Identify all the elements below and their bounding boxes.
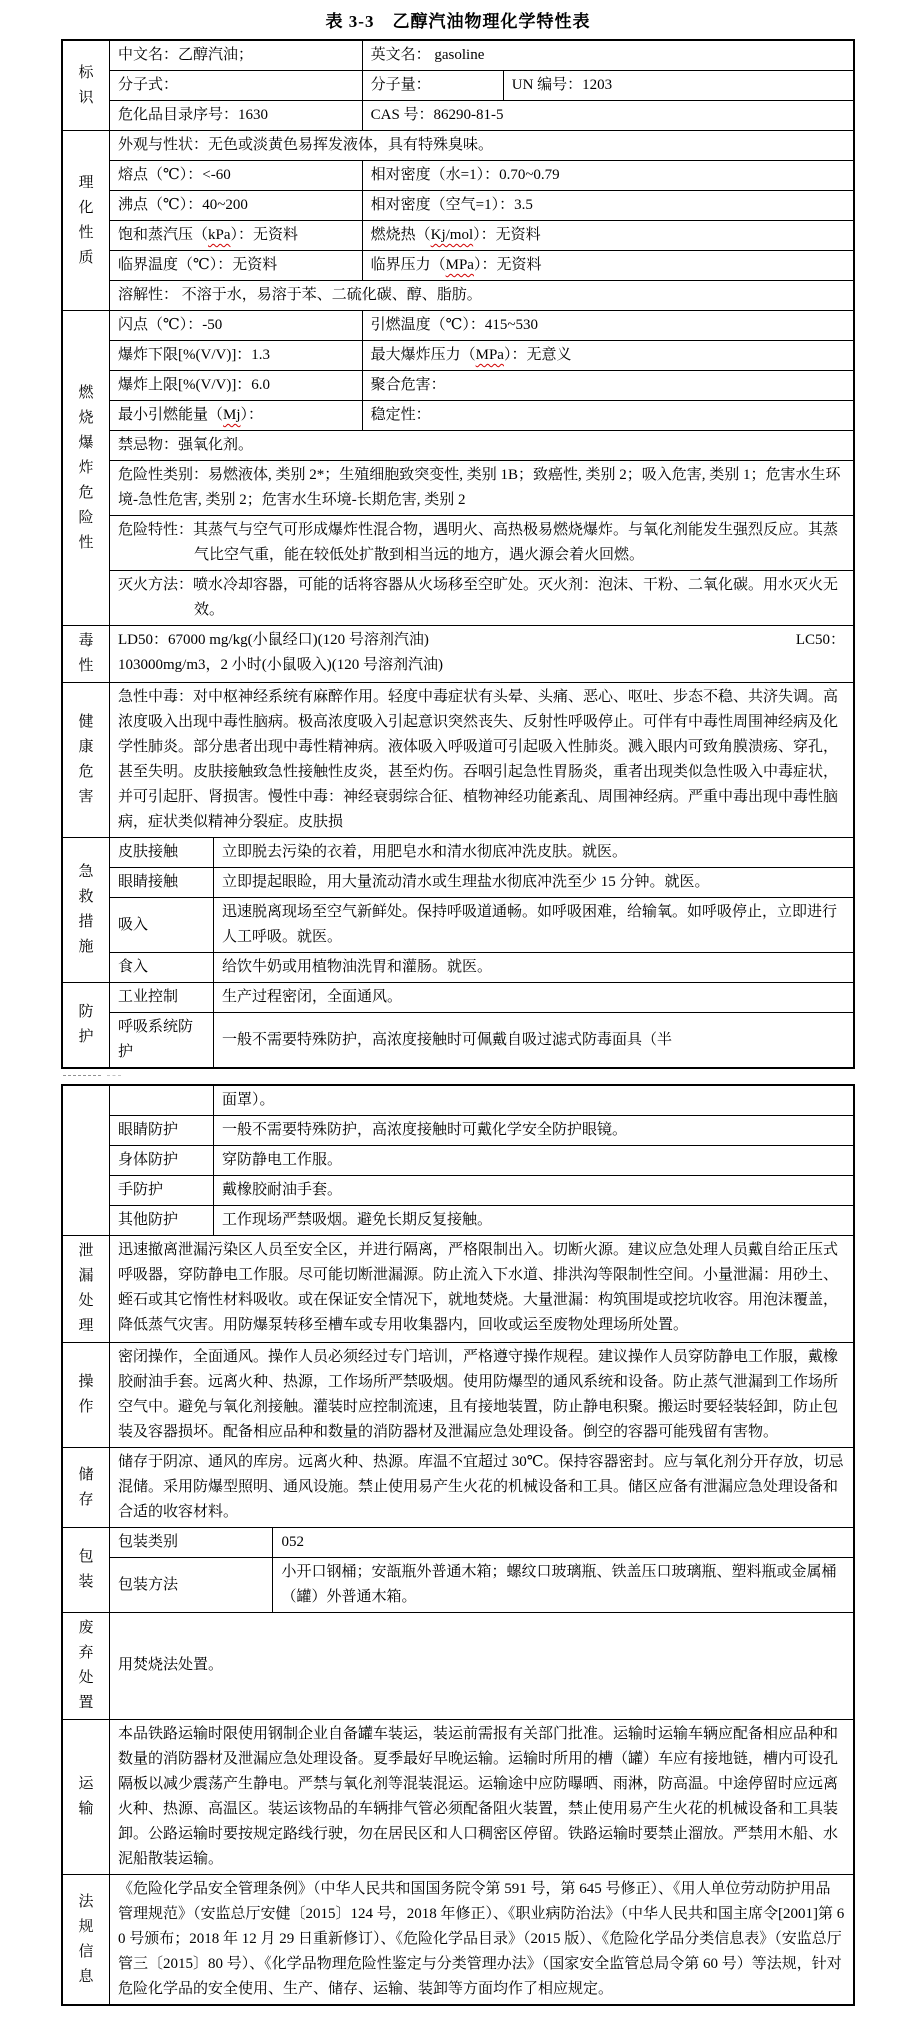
table-cell: [110, 1013, 214, 1067]
cell-text: 立即提起眼睑，用大量流动清水或生理盐水彻底冲洗至少 15 分钟。就医。: [222, 874, 710, 890]
section-identification: [63, 41, 853, 131]
table-row: [110, 1448, 853, 1527]
section-transport: [63, 1720, 853, 1875]
properties-table-part-2: [61, 1084, 855, 2006]
section-label-char: 危: [78, 764, 94, 780]
section-label-char: 救: [78, 889, 94, 905]
section-label-char: 性: [78, 224, 94, 241]
cell-text: 工作现场严禁吸烟。避免长期反复接触。: [222, 1212, 493, 1228]
section-label-char: 规: [78, 1918, 94, 1935]
cell-text: 危险性类别：易燃液体, 类别 2*；生殖细胞致突变性, 类别 1B；致癌性, 类别 2；吸入危害, 类别 1；危害水生环境-急性危害, 类别 2；危害水生环境-长期危害, 类别 2: [118, 467, 841, 508]
table-cell: [110, 101, 363, 130]
table-cell: [110, 41, 363, 70]
table-cell: [363, 161, 853, 190]
section-label-char: 标: [78, 64, 94, 81]
table-row: [110, 626, 853, 680]
table-cell: [110, 71, 363, 100]
section-rows: [110, 1875, 853, 2004]
table-cell: [214, 1206, 853, 1235]
table-cell: [363, 71, 504, 100]
section-label-char: 泄: [78, 1243, 94, 1259]
cell-text: 引燃温度（℃）：415~530: [370, 317, 539, 333]
cell-text: 危化品目录序号：1630: [118, 107, 269, 123]
table-row: [110, 251, 853, 281]
cell-text: 燃烧热（Kj/mol）：无资料: [370, 227, 541, 243]
toxicity-text: [118, 628, 845, 678]
table-cell: [363, 221, 853, 250]
table-row: [110, 1875, 853, 2004]
table-row: [110, 311, 853, 341]
section-physical-chemical: [63, 131, 853, 311]
cell-text: 身体防护: [118, 1152, 179, 1168]
section-label-char: 理: [78, 174, 94, 191]
table-cell: [110, 983, 214, 1012]
cell-text: 食入: [118, 959, 149, 975]
table-row: [110, 683, 853, 837]
section-label-char: 弃: [78, 1645, 94, 1661]
table-row: [110, 1236, 853, 1340]
cell-text: 穿防静电工作服。: [222, 1152, 343, 1168]
cell-text: 储存于阴凉、通风的库房。远离火种、热源。库温不宜超过 30℃。保持容器密封。应与氧化剂分开存放，切忌混储。采用防爆型照明、通风设施。禁止使用易产生火花的机械设备和工具。储区应备有泄漏应急处理设备和合适的收容材料。: [118, 1454, 844, 1520]
table-cell: [363, 101, 853, 130]
section-label-char: 害: [78, 789, 94, 805]
section-label-char: 处: [78, 1670, 94, 1686]
section-label-char: 包: [78, 1549, 94, 1565]
table-cell: [110, 1086, 214, 1115]
section-label: [63, 1236, 110, 1342]
section-rows: [110, 311, 853, 625]
table-cell: [110, 1448, 853, 1527]
table-cell: [110, 953, 214, 982]
table-cell: [110, 281, 853, 310]
page-title: 表 3-3 乙醇汽油物理化学特性表: [325, 12, 591, 31]
section-waste-disposal: [63, 1613, 853, 1720]
table-row: [110, 161, 853, 191]
section-rows: [110, 838, 853, 982]
table-row: [110, 868, 853, 898]
cell-text: 临界温度（℃）：无资料: [118, 257, 278, 273]
table-row: [110, 281, 853, 310]
section-label-char: 装: [78, 1574, 94, 1590]
table-cell: [110, 1116, 214, 1145]
section-label-char: 漏: [78, 1268, 94, 1284]
cell-text: 密闭操作，全面通风。操作人员必须经过专门培训，严格遵守操作规程。建议操作人员穿防静电工作服，戴橡胶耐油手套。远离火种、热源，工作场所严禁吸烟。使用防爆型的通风系统和设备。防止蒸气泄漏到工作场所空气中。避免与氧化剂接触。灌装时应控制流速，且有接地装置，防止静电积聚。搬运时要轻装轻卸，防止包装及容器损坏。配备相应品种和数量的消防器材及泄漏应急处理设备。倒空的容器可能残留有害物。: [118, 1349, 839, 1440]
section-handling: [63, 1343, 853, 1448]
table-row: [110, 341, 853, 371]
cell-text: 包装类别: [118, 1534, 179, 1550]
cell-text: 立即脱去污染的衣着，用肥皂水和清水彻底冲洗皮肤。就医。: [222, 844, 628, 860]
section-label: [63, 1528, 110, 1612]
section-label-char: 燃: [78, 384, 94, 401]
table-cell: [214, 1176, 853, 1205]
table-cell: [214, 1086, 853, 1115]
section-label-char: 康: [78, 739, 94, 755]
section-label: [63, 1343, 110, 1447]
cell-text: 工业控制: [118, 989, 179, 1005]
cell-text: 呼吸系统防护: [118, 1019, 194, 1060]
table-row: [110, 1343, 853, 1447]
cell-text: 聚合危害：: [370, 377, 446, 393]
section-label-char: 危: [78, 484, 94, 501]
section-rows: [110, 1343, 853, 1447]
table-cell: [110, 401, 363, 430]
cell-text: 熔点（℃）：<-60: [118, 167, 231, 183]
table-cell: [214, 983, 853, 1012]
section-label: [63, 131, 110, 310]
cell-text: 爆炸下限[%(V/V)]：1.3: [118, 347, 271, 363]
table-cell: [110, 461, 853, 515]
section-rows: [110, 41, 853, 130]
cell-text: 面罩）。: [222, 1092, 275, 1108]
section-label-char: 险: [78, 509, 94, 526]
table-row: [110, 516, 853, 571]
section-label-char: 作: [78, 1399, 94, 1415]
section-label-char: 毒: [78, 633, 94, 649]
cell-text: 外观与性状：无色或淡黄色易挥发液体，具有特殊臭味。: [118, 137, 494, 153]
section-label-char: 措: [78, 914, 94, 930]
table-row: [110, 1013, 853, 1067]
section-label-char: 性: [78, 534, 94, 551]
section-label: [63, 838, 110, 982]
cell-text: 一般不需要特殊防护，高浓度接触时可佩戴自吸过滤式防毒面具（半: [222, 1031, 673, 1048]
table-cell: [110, 371, 363, 400]
toxicity-cell: [110, 626, 853, 680]
cell-text: 溶解性： 不溶于水，易溶于苯、二硫化碳、醇、脂肪。: [118, 287, 482, 303]
table-cell: [363, 191, 853, 220]
table-row: [110, 1176, 853, 1206]
cell-text: CAS 号：86290-81-5: [370, 107, 504, 123]
section-label-char: 处: [78, 1293, 94, 1309]
cell-text: 戴橡胶耐油手套。: [222, 1182, 343, 1198]
section-regulations: [63, 1875, 853, 2004]
section-label: [63, 1875, 110, 2004]
table-cell: [110, 571, 853, 625]
toxicity-line-1: [118, 628, 845, 653]
section-label-char: 储: [78, 1466, 94, 1483]
section-packaging: [63, 1528, 853, 1613]
cell-text: 分子量：: [370, 77, 431, 93]
section-label-char: 防: [78, 1004, 94, 1020]
cell-text: 《危险化学品安全管理条例》（中华人民共和国国务院令第 591 号，第 645 号修正）、《用人单位劳动防护用品管理规范》（安监总厅安健〔2015〕124 号，2018 年修正）、《职业病防治法》（中华人民共和国主席令[2001]第 60 号颁布；2018 年 12 月 29 日重新修订）、《危险化学品目录》（2015 版）、《危险化学品分类信息表》（安监总厅管三〔2015〕80 号）、《化学品物理危险性鉴定与分类管理办法》（国家安全监管总局令第 60 号）等法规，针对危险化学品的安全使用、生产、储存、运输、装卸等方面均作了相应规定。: [118, 1881, 845, 1997]
table-row: [110, 101, 853, 130]
cell-text: 急性中毒：对中枢神经系统有麻醉作用。轻度中毒症状有头晕、头痛、恶心、呕吐、步态不稳、共济失调。高浓度吸入出现中毒性脑病。极高浓度吸入引起意识突然丧失、反射性呼吸停止。可伴有中毒性周围神经病及化学性肺炎。部分患者出现中毒性精神病。液体吸入呼吸道可引起吸入性肺炎。溅入眼内可致角膜溃疡、穿孔，甚至失明。皮肤接触致急性接触性皮炎，甚至灼伤。吞咽引起急性胃肠炎，重者出现类似急性吸入中毒症状，并可引起肝、肾损害。慢性中毒：神经衰弱综合征、植物神经功能紊乱、周围神经病。严重中毒出现中毒性脑病，症状类似精神分裂症。皮肤损: [118, 689, 839, 830]
cell-text: 皮肤接触: [118, 844, 179, 860]
section-label: [63, 1086, 110, 1235]
cell-text: 最大爆炸压力（MPa）：无意义: [370, 347, 572, 363]
table-cell: [273, 1558, 853, 1612]
section-label-char: 废: [78, 1620, 94, 1636]
cell-text: 中文名：乙醇汽油；: [118, 47, 254, 63]
table-cell: [363, 311, 853, 340]
cell-text: 迅速撤离泄漏污染区人员至安全区，并进行隔离，严格限制出入。切断火源。建议应急处理人员戴自给正压式呼吸器，穿防静电工作服。尽可能切断泄漏源。防止流入下水道、排洪沟等限制性空间。小量泄漏：用砂土、蛭石或其它惰性材料吸收。或在保证安全情况下，就地焚烧。大量泄漏：构筑围堤或挖坑收容。用泡沫覆盖，降低蒸气灾害。用防爆泵转移至槽车或专用收集器内，回收或运至废物处理场所处置。: [118, 1242, 839, 1333]
cell-text: 英文名： gasoline: [370, 47, 485, 63]
section-rows: [110, 683, 853, 837]
section-label-char: 炸: [78, 459, 94, 476]
table-row: [110, 461, 853, 516]
cell-text: UN 编号：1203: [511, 77, 613, 93]
spellcheck-mark: MPa: [475, 347, 504, 363]
cell-text: 吸入: [118, 916, 149, 933]
section-rows: [110, 131, 853, 310]
section-label: [63, 1613, 110, 1719]
spellcheck-mark: MPa: [445, 257, 474, 273]
section-label-char: 急: [78, 864, 94, 880]
section-label-char: 置: [78, 1695, 94, 1711]
table-cell: [110, 1613, 853, 1717]
cell-text: 眼睛接触: [118, 874, 179, 890]
table-cell: [110, 1528, 273, 1557]
lc50-label: LC50：: [795, 632, 845, 648]
table-row: [110, 431, 853, 461]
table-cell: [110, 191, 363, 220]
section-label-char: 爆: [78, 434, 94, 451]
lc50-value: 103000mg/m3，2 小时(小鼠吸入)(120 号溶剂汽油): [118, 657, 443, 673]
section-label-char: 输: [78, 1801, 94, 1817]
cell-text: 稳定性：: [370, 407, 431, 423]
cell-text: 危险特性：其蒸气与空气可形成爆炸性混合物，遇明火、高热极易燃烧爆炸。与氧化剂能发生强烈反应。其蒸气比空气重，能在较低处扩散到相当远的地方，遇火源会着火回燃。: [118, 522, 839, 563]
section-label-char: 护: [78, 1029, 94, 1045]
section-label-char: 健: [78, 714, 94, 730]
section-label-char: 运: [78, 1776, 94, 1792]
cell-text: 包装方法: [118, 1576, 179, 1593]
table-row: [110, 191, 853, 221]
table-row: [110, 983, 853, 1013]
section-label: [63, 41, 110, 130]
cell-text: 禁忌物：强氧化剂。: [118, 437, 254, 453]
table-cell: [363, 251, 853, 280]
table-cell: [110, 311, 363, 340]
table-cell: [110, 1206, 214, 1235]
section-label: [63, 1448, 110, 1527]
table-cell: [273, 1528, 853, 1557]
section-label: [63, 683, 110, 837]
table-row: [110, 898, 853, 953]
cell-text: 生产过程密闭，全面通风。: [222, 989, 403, 1005]
section-health-hazard: [63, 683, 853, 838]
cell-text: 相对密度（水=1）：0.70~0.79: [370, 167, 560, 183]
section-label: [63, 626, 110, 682]
table-row: [110, 371, 853, 401]
table-cell: [110, 1343, 853, 1447]
table-cell: [214, 868, 853, 897]
section-fire-explosion-hazard: [63, 311, 853, 626]
table-cell: [110, 1875, 853, 2004]
cell-text: 给饮牛奶或用植物油洗胃和灌肠。就医。: [222, 959, 493, 975]
section-rows: [110, 1720, 853, 1874]
section-label: [63, 311, 110, 625]
section-rows: [110, 1528, 853, 1612]
table-cell: [110, 1176, 214, 1205]
cell-text: 闪点（℃）：-50: [118, 317, 223, 333]
table-row: [110, 1206, 853, 1235]
table-row: [110, 221, 853, 251]
section-first-aid: [63, 838, 853, 983]
section-label-char: 烧: [78, 409, 94, 426]
section-rows: [110, 1613, 853, 1719]
cell-text: 本品铁路运输时限使用钢制企业自备罐车装运，装运前需报有关部门批准。运输时运输车辆应配备相应品种和数量的消防器材及泄漏应急处理设备。夏季最好早晚运输。运输时所用的槽（罐）车应有接地链，槽内可设孔隔板以减少震荡产生静电。严禁与氧化剂等混装混运。运输途中应防曝晒、雨淋，防高温。中途停留时应远离火种、热源、高温区。装运该物品的车辆排气管必须配备阻火装置，禁止使用易产生火花的机械设备和工具装卸。公路运输时要按规定路线行驶，勿在居民区和人口稠密区停留。铁路运输时要禁止溜放。严禁用木船、水泥船散装运输。: [118, 1726, 839, 1867]
section-label-char: 息: [78, 1968, 94, 1985]
table-cell: [214, 898, 853, 952]
section-rows: [110, 983, 853, 1067]
table-cell: [363, 371, 853, 400]
section-label-char: 法: [78, 1893, 94, 1910]
spellcheck-mark: kPa: [208, 227, 231, 243]
cell-text: 相对密度（空气=1）：3.5: [370, 197, 533, 213]
cell-text: 一般不需要特殊防护，高浓度接触时可戴化学安全防护眼镜。: [222, 1122, 628, 1138]
section-protection: [63, 983, 853, 1067]
table-row: [110, 71, 853, 101]
cell-text: 小开口钢桶；安瓿瓶外普通木箱；螺纹口玻璃瓶、铁盖压口玻璃瓶、塑料瓶或金属桶（罐）外普通木箱。: [281, 1564, 837, 1605]
table-cell: [110, 683, 853, 837]
table-row: [110, 571, 853, 625]
section-leakage-disposal: [63, 1236, 853, 1343]
table-cell: [110, 868, 214, 897]
ld50-value: LD50：67000 mg/kg(小鼠经口)(120 号溶剂汽油): [118, 632, 429, 648]
table-cell: [214, 1146, 853, 1175]
table-row: [110, 1720, 853, 1874]
cell-text: 分子式：: [118, 77, 179, 93]
section-protection-continued: [63, 1086, 853, 1236]
cell-text: 沸点（℃）：40~200: [118, 197, 248, 213]
table-cell: [110, 1558, 273, 1612]
table-cell: [110, 516, 853, 570]
section-label: [63, 983, 110, 1067]
table-cell: [214, 1116, 853, 1145]
section-rows: [110, 1086, 853, 1235]
section-rows: [110, 626, 853, 682]
table-cell: [363, 341, 853, 370]
section-label-char: 理: [78, 1318, 94, 1334]
section-storage: [63, 1448, 853, 1528]
cell-text: 052: [281, 1534, 304, 1550]
cell-text: 最小引燃能量（Mj）：: [118, 407, 264, 423]
table-cell: [214, 953, 853, 982]
cell-text: 爆炸上限[%(V/V)]：6.0: [118, 377, 271, 393]
table-cell: [110, 1236, 853, 1340]
cell-text: 眼睛防护: [118, 1122, 179, 1138]
section-label-char: 操: [78, 1374, 94, 1390]
table-cell: [110, 431, 853, 460]
table-cell: [110, 341, 363, 370]
section-rows: [110, 1236, 853, 1342]
table-cell: [110, 221, 363, 250]
table-cell: [110, 251, 363, 280]
table-row: [110, 1146, 853, 1176]
cell-text: 用焚烧法处置。: [118, 1656, 224, 1673]
properties-table-part-1: [61, 39, 855, 1069]
table-cell: [110, 1146, 214, 1175]
section-label: [63, 1720, 110, 1874]
table-cell: [110, 161, 363, 190]
table-cell: [110, 838, 214, 867]
table-cell: [363, 401, 853, 430]
table-cell: [110, 1720, 853, 1874]
cell-text: 临界压力（MPa）：无资料: [370, 257, 542, 273]
table-cell: [110, 131, 853, 160]
table-row: [110, 838, 853, 868]
table-row: [110, 401, 853, 431]
table-row: [110, 131, 853, 161]
table-row: [110, 953, 853, 982]
section-label-char: 施: [78, 939, 94, 955]
table-row: [110, 41, 853, 71]
cell-text: 灭火方法：喷水冷却容器，可能的话将容器从火场移至空旷处。灭火剂：泡沫、干粉、二氧化碳。用水灭火无效。: [118, 577, 839, 618]
table-row: [110, 1558, 853, 1612]
table-cell: [504, 71, 853, 100]
spellcheck-mark: Kj/mol: [430, 227, 474, 243]
page-break-marker: [63, 1069, 853, 1084]
section-label-char: 性: [78, 658, 94, 674]
section-toxicity: [63, 626, 853, 683]
table-row: [110, 1613, 853, 1717]
section-label-char: 识: [78, 89, 94, 106]
table-cell: [110, 898, 214, 952]
table-row: [110, 1528, 853, 1558]
table-row: [110, 1116, 853, 1146]
section-rows: [110, 1448, 853, 1527]
table-row: [110, 1086, 853, 1116]
section-label-char: 化: [78, 199, 94, 216]
cell-text: 手防护: [118, 1182, 164, 1198]
spellcheck-mark: Mj: [223, 407, 241, 423]
table-cell: [214, 1013, 853, 1067]
section-label-char: 信: [78, 1943, 94, 1960]
cell-text: 迅速脱离现场至空气新鲜处。保持呼吸道通畅。如呼吸困难，给输氧。如呼吸停止，立即进行人工呼吸。就医。: [222, 904, 838, 945]
section-label-char: 存: [78, 1491, 94, 1508]
cell-text: 饱和蒸汽压（kPa）：无资料: [118, 227, 299, 243]
cell-text: 其他防护: [118, 1212, 179, 1228]
table-cell: [214, 838, 853, 867]
table-cell: [363, 41, 853, 70]
section-label-char: 质: [78, 249, 94, 266]
